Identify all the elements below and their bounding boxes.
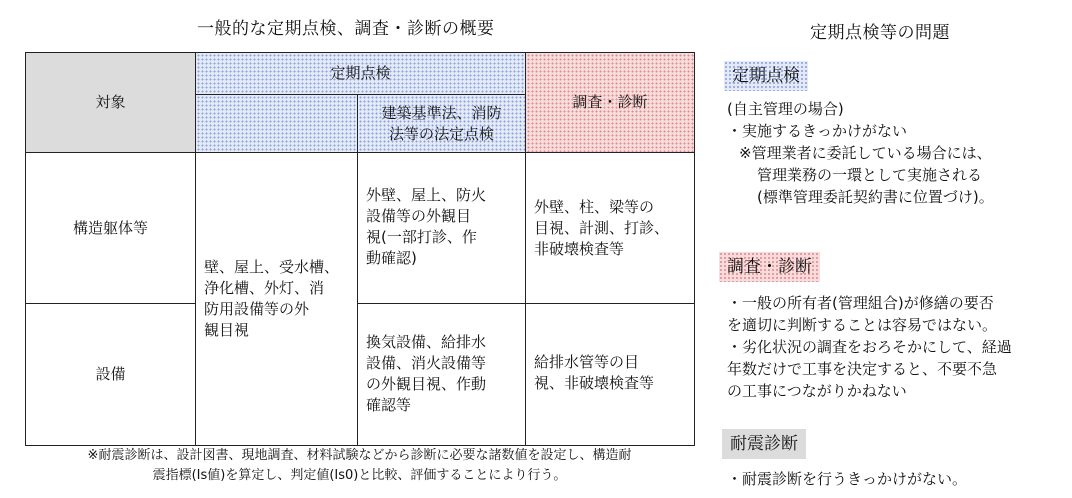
tag-seismic: 耐震診断 — [722, 429, 806, 459]
header-legal-inspection: 建築基準法、消防 法等の法定点検 — [358, 95, 526, 153]
header-survey: 調査・診断 — [526, 53, 695, 153]
row-structure-legal: 外壁、屋上、防火 設備等の外観目 視(一部打診、作 動確認) — [358, 153, 526, 304]
survey-issue-text: ・一般の所有者(管理組合)が修繕の要否 を適切に判断することは容易ではない。 ・劣化状況の調査をおろそかにして、経過 年数だけで工事を決定すると、不要不急 の工事につながりかねない — [727, 294, 1012, 400]
row-equipment-label: 設備 — [26, 304, 196, 446]
header-periodic-blank — [196, 95, 358, 153]
right-title: 定期点検等の問題 — [810, 23, 950, 43]
periodic-issue-text: (自主管理の場合) ・実施するきっかけがない ※管理業者に委託している場合には、 管理業務の一環として実施される (標準管理委託契約書に位置づけ)。 — [727, 100, 994, 206]
row-structure-label: 構造躯体等 — [26, 153, 196, 304]
seismic-issue-text: ・耐震診断を行うきっかけがない。 — [727, 470, 968, 488]
row-equipment-legal: 換気設備、給排水 設備、消火設備等 の外観目視、作動 確認等 — [358, 304, 526, 446]
tag-survey: 調査・診断 — [719, 252, 820, 282]
row-equipment-survey: 給排水管等の目 視、非破壊検査等 — [526, 304, 695, 446]
overview-table — [25, 52, 695, 446]
footnote: ※耐震診断は、設計図書、現地調査、材料試験などから診断に必要な諸数値を設定し、構造耐 震指標(Is値)を算定し、判定値(Is0)と比較、評価することにより行う。 — [87, 448, 632, 483]
row-structure-survey: 外壁、柱、梁等の 目視、計測、打診、 非破壊検査等 — [526, 153, 695, 304]
periodic-merged-cell: 壁、屋上、受水槽、 浄化槽、外灯、消 防用設備等の外 観目視 — [196, 153, 358, 446]
header-target: 対象 — [26, 53, 196, 153]
tag-periodic: 定期点検 — [724, 61, 808, 91]
left-title: 一般的な定期点検、調査・診断の概要 — [197, 19, 495, 39]
header-periodic: 定期点検 — [196, 53, 526, 95]
